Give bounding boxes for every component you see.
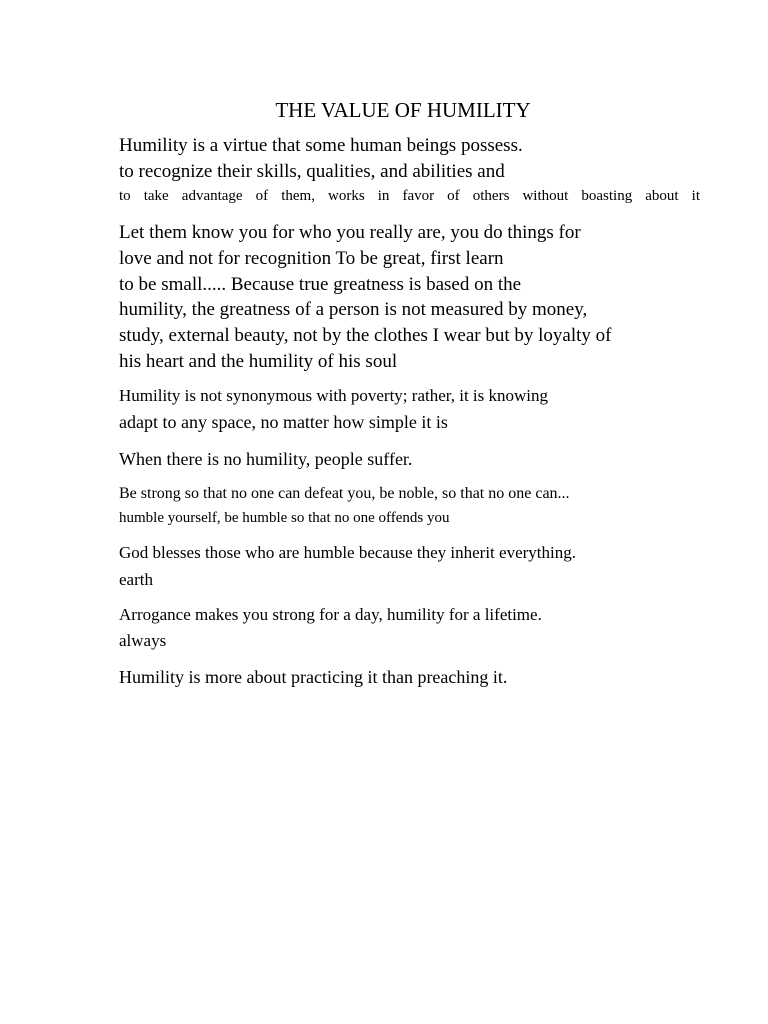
paragraph-2-line-1: Let them know you for who you really are, you do things for — [119, 222, 581, 243]
paragraph-8-line-1: Humility is more about practicing it than preaching it. — [119, 667, 508, 687]
paragraph-7-line-1: Arrogance makes you strong for a day, humility for a lifetime. — [119, 605, 542, 624]
paragraph-2-line-5: study, external beauty, not by the clothes I wear but by loyalty of — [119, 325, 612, 346]
paragraph-5-line-1: Be strong so that no one can defeat you, be noble, so that no one can... — [119, 485, 570, 502]
paragraph-4-line-1: When there is no humility, people suffer. — [119, 449, 413, 469]
paragraph-2-line-4: humility, the greatness of a person is not measured by money, — [119, 299, 588, 320]
paragraph-6-line-1: God blesses those who are humble because they inherit everything. — [119, 543, 576, 562]
paragraph-1-line-2: to recognize their skills, qualities, and abilities and — [119, 161, 505, 182]
document-title: THE VALUE OF HUMILITY — [275, 98, 531, 122]
paragraph-6-line-2: earth — [119, 570, 153, 589]
paragraph-1-line-3: to take advantage of them, works in favor of others without boasting about it — [119, 188, 700, 204]
paragraph-5-line-2: humble yourself, be humble so that no one offends you — [119, 510, 450, 526]
paragraph-2-line-6: his heart and the humility of his soul — [119, 351, 398, 372]
paragraph-7-line-2: always — [119, 631, 167, 650]
paragraph-1-line-1: Humility is a virtue that some human beings possess. — [119, 135, 523, 156]
paragraph-3-line-2: adapt to any space, no matter how simple it is — [119, 412, 448, 432]
paragraph-2-line-2: love and not for recognition To be great, first learn — [119, 248, 504, 269]
paragraph-2-line-3: to be small..... Because true greatness is based on the — [119, 274, 522, 295]
paragraph-3-line-1: Humility is not synonymous with poverty; rather, it is knowing — [119, 386, 549, 405]
